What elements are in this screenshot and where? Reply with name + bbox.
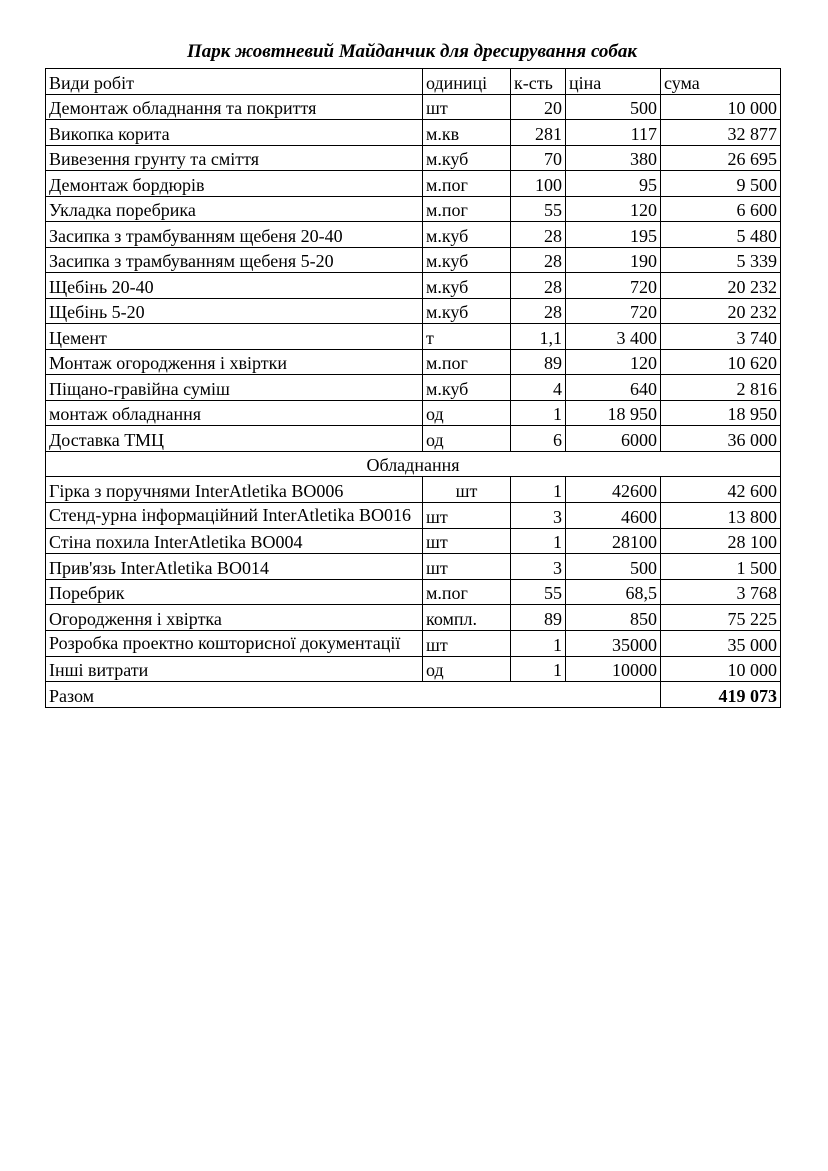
table-row	[46, 579, 781, 605]
equipment-name: Огородження і хвіртка	[46, 605, 423, 631]
work-qty: 55	[511, 196, 566, 222]
equipment-qty: 1	[511, 656, 566, 682]
work-price: 190	[566, 247, 661, 273]
work-name: Укладка поребрика	[46, 196, 423, 222]
work-sum: 20 232	[661, 298, 781, 324]
work-unit: м.пог	[423, 196, 511, 222]
work-qty: 28	[511, 222, 566, 248]
equipment-qty: 3	[511, 554, 566, 580]
equipment-unit: шт	[423, 554, 511, 580]
work-price: 117	[566, 120, 661, 146]
work-name: Цемент	[46, 324, 423, 350]
work-unit: шт	[423, 94, 511, 120]
work-qty: 1	[511, 400, 566, 426]
table-row	[46, 196, 781, 222]
work-qty: 6	[511, 426, 566, 452]
work-qty: 20	[511, 94, 566, 120]
table-row	[46, 426, 781, 452]
table-row	[46, 528, 781, 554]
table-row	[46, 502, 781, 528]
equipment-sum: 35 000	[661, 630, 781, 656]
equipment-unit: м.пог	[423, 579, 511, 605]
work-unit: м.куб	[423, 247, 511, 273]
work-sum: 18 950	[661, 400, 781, 426]
work-name: Засипка з трамбуванням щебеня 5-20	[46, 247, 423, 273]
equipment-sum: 75 225	[661, 605, 781, 631]
work-unit: м.пог	[423, 349, 511, 375]
work-price: 380	[566, 145, 661, 171]
work-name: Монтаж огородження і хвіртки	[46, 349, 423, 375]
equipment-qty: 3	[511, 502, 566, 528]
work-unit: м.куб	[423, 222, 511, 248]
table-row	[46, 656, 781, 682]
work-price: 6000	[566, 426, 661, 452]
work-price: 720	[566, 273, 661, 299]
total-sum: 419 073	[661, 682, 781, 708]
work-qty: 1,1	[511, 324, 566, 350]
work-unit: м.куб	[423, 298, 511, 324]
work-name: Щебінь 5-20	[46, 298, 423, 324]
section-row	[46, 451, 781, 477]
work-name: Засипка з трамбуванням щебеня 20-40	[46, 222, 423, 248]
table-row	[46, 477, 781, 503]
work-name: монтаж обладнання	[46, 400, 423, 426]
table-row	[46, 94, 781, 120]
table-row	[46, 298, 781, 324]
estimate-table	[45, 68, 781, 708]
work-price: 500	[566, 94, 661, 120]
work-sum: 5 480	[661, 222, 781, 248]
table-row	[46, 120, 781, 146]
work-price: 640	[566, 375, 661, 401]
work-qty: 100	[511, 171, 566, 197]
table-row	[46, 605, 781, 631]
equipment-qty: 55	[511, 579, 566, 605]
table-row	[46, 273, 781, 299]
work-price: 3 400	[566, 324, 661, 350]
work-sum: 3 740	[661, 324, 781, 350]
table-row	[46, 171, 781, 197]
work-sum: 6 600	[661, 196, 781, 222]
work-unit: м.куб	[423, 145, 511, 171]
work-name: Піщано-гравійна суміш	[46, 375, 423, 401]
table-row	[46, 145, 781, 171]
work-sum: 10 000	[661, 94, 781, 120]
equipment-unit: шт	[423, 477, 511, 503]
equipment-name: Гірка з поручнями InterAtletika BO006	[46, 477, 423, 503]
work-price: 120	[566, 196, 661, 222]
work-unit: од	[423, 400, 511, 426]
equipment-unit: компл.	[423, 605, 511, 631]
work-qty: 89	[511, 349, 566, 375]
equipment-qty: 1	[511, 528, 566, 554]
work-sum: 20 232	[661, 273, 781, 299]
equipment-price: 850	[566, 605, 661, 631]
equipment-unit: шт	[423, 528, 511, 554]
work-unit: од	[423, 426, 511, 452]
work-price: 18 950	[566, 400, 661, 426]
work-price: 95	[566, 171, 661, 197]
work-price: 195	[566, 222, 661, 248]
header-name: Види робіт	[46, 69, 423, 95]
work-unit: м.куб	[423, 273, 511, 299]
work-qty: 70	[511, 145, 566, 171]
work-unit: м.кв	[423, 120, 511, 146]
equipment-sum: 28 100	[661, 528, 781, 554]
equipment-sum: 3 768	[661, 579, 781, 605]
table-row	[46, 375, 781, 401]
work-sum: 36 000	[661, 426, 781, 452]
work-qty: 28	[511, 273, 566, 299]
equipment-price: 35000	[566, 630, 661, 656]
header-unit: одиниці	[423, 69, 511, 95]
equipment-qty: 1	[511, 630, 566, 656]
table-row	[46, 324, 781, 350]
work-sum: 9 500	[661, 171, 781, 197]
equipment-name: Інші витрати	[46, 656, 423, 682]
equipment-name: Поребрик	[46, 579, 423, 605]
table-row	[46, 349, 781, 375]
work-unit: м.куб	[423, 375, 511, 401]
work-sum: 2 816	[661, 375, 781, 401]
equipment-unit: шт	[423, 630, 511, 656]
equipment-sum: 13 800	[661, 502, 781, 528]
document-title: Парк жовтневий Майданчик для дресирування собак	[186, 41, 638, 62]
equipment-unit: шт	[423, 502, 511, 528]
equipment-qty: 1	[511, 477, 566, 503]
work-name: Викопка корита	[46, 120, 423, 146]
table-row	[46, 247, 781, 273]
total-row	[46, 682, 781, 708]
table-row	[46, 554, 781, 580]
header-sum: сума	[661, 69, 781, 95]
total-label: Разом	[46, 682, 661, 708]
table-row	[46, 630, 781, 656]
work-sum: 5 339	[661, 247, 781, 273]
table-row	[46, 222, 781, 248]
work-qty: 4	[511, 375, 566, 401]
table-header-row	[46, 69, 781, 95]
equipment-sum: 10 000	[661, 656, 781, 682]
equipment-name: Прив'язь InterAtletika BO014	[46, 554, 423, 580]
header-price: ціна	[566, 69, 661, 95]
equipment-name: Розробка проектно кошторисної документації	[46, 630, 423, 656]
equipment-name: Стенд-урна інформаційний InterAtletika BO016	[46, 502, 423, 528]
work-qty: 281	[511, 120, 566, 146]
work-name: Демонтаж бордюрів	[46, 171, 423, 197]
equipment-name: Стіна похила InterAtletika BO004	[46, 528, 423, 554]
equipment-price: 42600	[566, 477, 661, 503]
work-name: Щебінь 20-40	[46, 273, 423, 299]
header-qty: к-сть	[511, 69, 566, 95]
equipment-qty: 89	[511, 605, 566, 631]
work-name: Демонтаж обладнання та покриття	[46, 94, 423, 120]
work-qty: 28	[511, 247, 566, 273]
work-name: Вивезення грунту та сміття	[46, 145, 423, 171]
equipment-price: 28100	[566, 528, 661, 554]
work-sum: 26 695	[661, 145, 781, 171]
equipment-price: 500	[566, 554, 661, 580]
equipment-price: 4600	[566, 502, 661, 528]
work-price: 120	[566, 349, 661, 375]
work-name: Доставка ТМЦ	[46, 426, 423, 452]
work-unit: т	[423, 324, 511, 350]
work-qty: 28	[511, 298, 566, 324]
work-sum: 32 877	[661, 120, 781, 146]
work-sum: 10 620	[661, 349, 781, 375]
work-price: 720	[566, 298, 661, 324]
equipment-sum: 42 600	[661, 477, 781, 503]
equipment-sum: 1 500	[661, 554, 781, 580]
equipment-price: 68,5	[566, 579, 661, 605]
equipment-price: 10000	[566, 656, 661, 682]
table-row	[46, 400, 781, 426]
work-unit: м.пог	[423, 171, 511, 197]
equipment-unit: од	[423, 656, 511, 682]
section-heading-equipment: Обладнання	[46, 451, 781, 477]
